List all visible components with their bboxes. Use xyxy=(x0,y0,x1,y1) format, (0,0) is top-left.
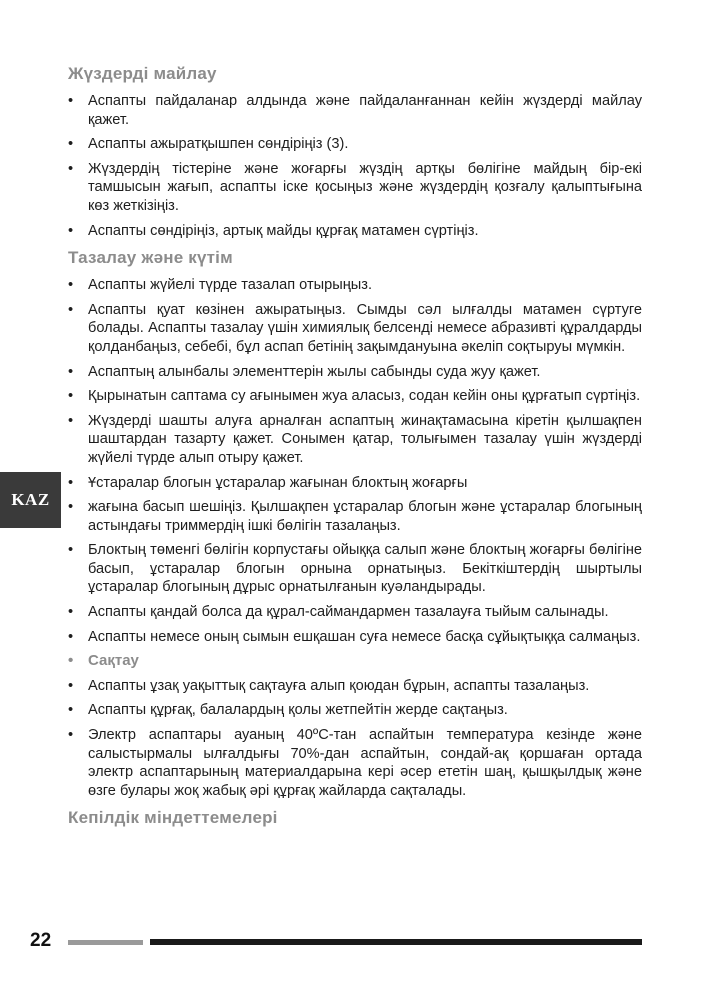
list-item xyxy=(68,276,642,295)
subsection-heading xyxy=(68,652,642,671)
bullet-icon: • xyxy=(68,363,74,380)
list-item xyxy=(68,603,642,622)
bullet-icon: • xyxy=(68,474,74,491)
list-item xyxy=(68,363,642,382)
page-number: 22 xyxy=(30,930,52,951)
section-heading: Кепілдік міндеттемелері xyxy=(68,808,278,828)
list-item xyxy=(68,677,642,696)
footer-rule-black xyxy=(150,939,642,945)
bullet-icon: • xyxy=(68,727,74,744)
list-item-text: жағына басып шешіңіз. Қылшақпен ұстаралар блогын және ұстаралар блогының астындағы триммердің ішкі бөлігін тазалаңыз. xyxy=(88,499,642,534)
bullet-icon: • xyxy=(68,652,74,670)
bullet-icon: • xyxy=(68,702,74,719)
list-item-text: Аспаптың алынбалы элементтерін жылы сабынды суда жуу қажет. xyxy=(88,363,541,380)
page-footer xyxy=(0,928,709,958)
list-item xyxy=(68,541,642,597)
bullet-icon: • xyxy=(68,301,74,318)
bullet-icon: • xyxy=(68,542,74,559)
document-body xyxy=(68,62,642,836)
footer-rule-grey xyxy=(68,940,143,945)
bullet-icon: • xyxy=(68,277,74,294)
list-item-text: Блоктың төменгі бөлігін корпустағы ойыққа салып және блоктың жоғарғы бөлігіне басып, ұстаралар блогын орнына орнатыңыз. Бекіткіштердің шыртылы ұстаралар блогының дұрыс орнатылғанын куәландырады. xyxy=(88,542,642,596)
list-item xyxy=(68,160,642,216)
list-item-text: Аспапты немесе оның сымын ешқашан суға немесе басқа сұйықтыққа салмаңыз. xyxy=(88,628,641,645)
list-item-text: Ұстаралар блогын ұстаралар жағынан блоктың жоғарғы xyxy=(88,474,468,491)
list-item-text: Электр аспаптары ауаның 40ºС-тан аспайтын температура кезінде және салыстырмалы ылғалдығы 70%-дан аспайтын, сондай-ақ қоршаған ортада электр аспаптарының материалдарына кері әсер ететін шаң, қышқылдық және өзге булары жоқ жабық әрі құрғақ жайларда сақталады. xyxy=(88,727,642,799)
list-item xyxy=(68,701,642,720)
bullet-icon: • xyxy=(68,160,74,177)
language-tab: KAZ xyxy=(0,472,61,528)
bullet-icon: • xyxy=(68,677,74,694)
list-item-text: Жүздердің тістеріне және жоғарғы жүздің артқы бөлігіне майдың бір-екі тамшысын жағып, аспапты іске қосыңыз және жүздердің қозғалу қалыптығына көз жеткізіңіз. xyxy=(88,160,642,214)
list-item xyxy=(68,498,642,535)
bullet-icon: • xyxy=(68,136,74,153)
list-item xyxy=(68,301,642,357)
section-heading: Тазалау және күтім xyxy=(68,248,233,268)
list-item xyxy=(68,628,642,647)
list-item xyxy=(68,726,642,800)
list-item xyxy=(68,387,642,406)
list-item xyxy=(68,474,642,493)
bullet-icon: • xyxy=(68,499,74,516)
list-item-text: Аспапты ажыратқышпен сөндіріңіз (3). xyxy=(88,136,349,153)
list-item-text: Аспапты құрғақ, балалардың қолы жетпейтін жерде сақтаңыз. xyxy=(88,702,508,719)
bullet-icon: • xyxy=(68,412,74,429)
list-item-text: Аспапты сөндіріңіз, артық майды құрғақ матамен сүртіңіз. xyxy=(88,222,479,239)
bullet-list xyxy=(68,276,642,800)
list-item-text: Аспапты қандай болса да құрал-саймандармен тазалауға тыйым салынады. xyxy=(88,604,609,621)
list-item-text: Аспапты жүйелі түрде тазалап отырыңыз. xyxy=(88,277,373,294)
list-item-text: Аспапты пайдаланар алдында және пайдаланғаннан кейін жүздерді майлау қажет. xyxy=(88,93,642,128)
bullet-icon: • xyxy=(68,222,74,239)
list-item xyxy=(68,222,642,241)
bullet-icon: • xyxy=(68,628,74,645)
list-item-text: Сақтау xyxy=(88,652,139,670)
list-item-text: Қырынатын саптама су ағынымен жуа аласыз, содан кейін оны құрғатып сүртіңіз. xyxy=(88,388,641,405)
list-item-text: Аспапты қуат көзінен ажыратыңыз. Сымды сәл ылғалды матамен сүртуге болады. Аспапты тазалау үшін химиялық белсенді немесе абразивті құралдарды қолданбаңыз, себебі, бұл аспап бетінің зақымдануына әкеліп соқтыруы мүмкін. xyxy=(88,301,642,355)
bullet-list xyxy=(68,92,642,240)
bullet-icon: • xyxy=(68,93,74,109)
list-item-text: Жүздерді шашты алуға арналған аспаптың жинақтамасына кіретін қылшақпен шаштардан тазарту қажет. Сонымен қатар, толығымен тазалау үшін жүздерді жүйелі түрде алып отыру қажет. xyxy=(88,412,642,466)
list-item xyxy=(68,135,642,154)
list-item-text: Аспапты ұзақ уақыттық сақтауға алып қоюдан бұрын, аспапты тазалаңыз. xyxy=(88,677,590,694)
list-item xyxy=(68,92,642,129)
bullet-icon: • xyxy=(68,604,74,621)
list-item xyxy=(68,412,642,468)
section-heading: Жүздерді майлау xyxy=(68,64,217,83)
bullet-icon: • xyxy=(68,388,74,405)
